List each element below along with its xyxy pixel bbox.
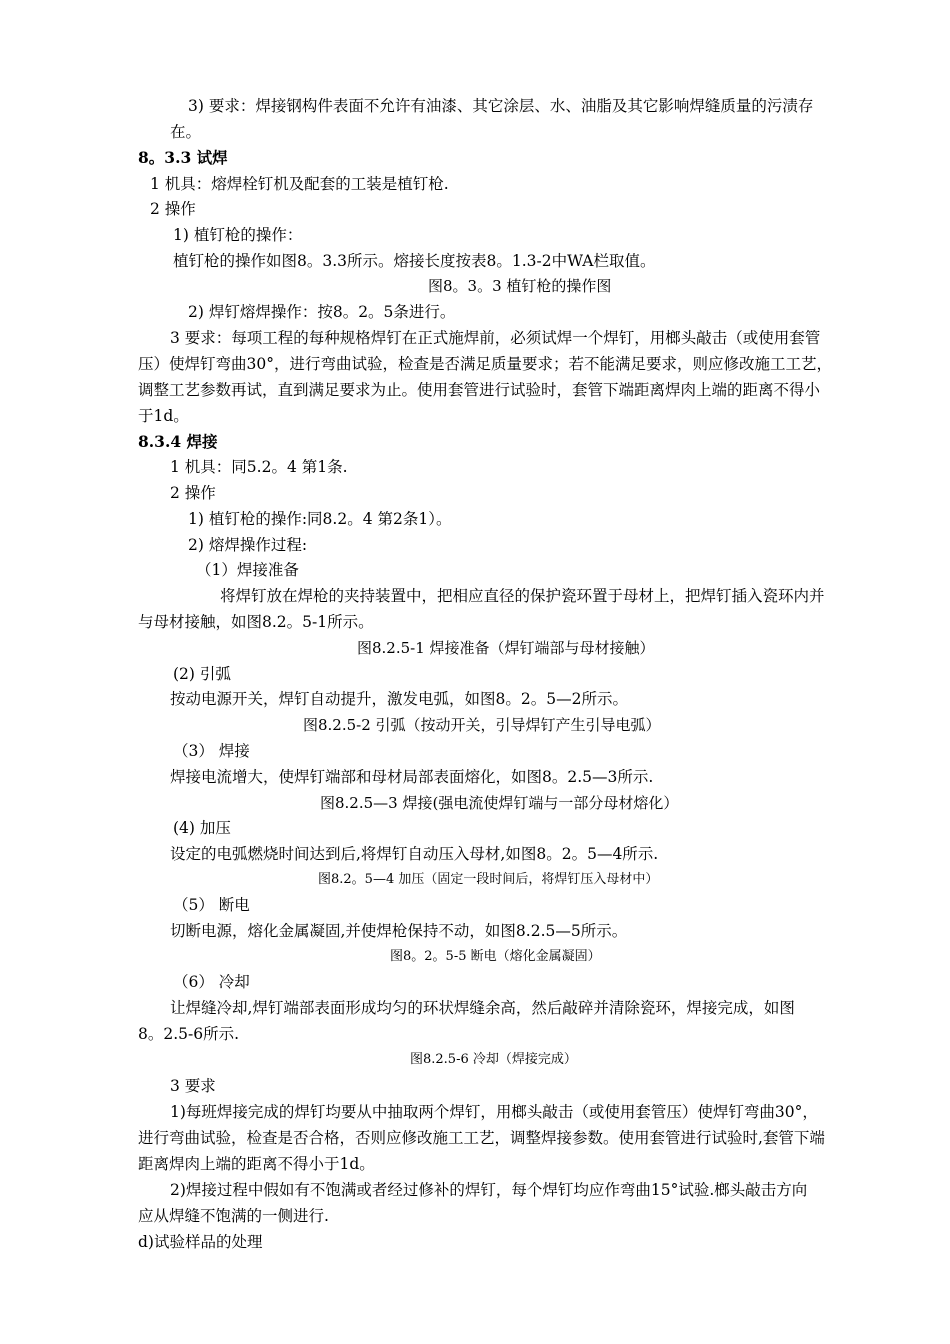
figure-caption: 图8.2.5-6 冷却（焊接完成） — [410, 1052, 577, 1067]
paragraph-line: 切断电源，熔化金属凝固,并使焊枪保持不动，如图8.2.5—5所示。 — [170, 922, 628, 940]
paragraph-line: 让焊缝冷却,焊钉端部表面形成均匀的环状焊缝余高，然后敲碎并清除瓷环，焊接完成，如图 — [170, 999, 795, 1017]
paragraph-line: 3 要求 — [170, 1077, 216, 1095]
paragraph-line: 与母材接触，如图8.2。5-1所示。 — [138, 613, 374, 631]
paragraph-line: 2) 熔焊操作过程: — [188, 536, 308, 554]
paragraph-line: （1）焊接准备 — [196, 561, 299, 579]
figure-caption: 图8.2.5-1 焊接准备（焊钉端部与母材接触） — [357, 639, 655, 657]
paragraph-line: (2) 引弧 — [173, 665, 231, 683]
paragraph-line: 3 要求：每项工程的每种规格焊钉在正式施焊前，必须试焊一个焊钉，用榔头敲击（或使用套管 — [170, 329, 821, 347]
figure-caption: 图8。2。5-5 断电（熔化金属凝固） — [390, 949, 601, 964]
figure-caption: 图8。3。3 植钉枪的操作图 — [428, 277, 612, 295]
paragraph-line: 将焊钉放在焊枪的夹持装置中，把相应直径的保护瓷环置于母材上，把焊钉插入瓷环内并 — [220, 587, 825, 605]
paragraph-line: 1 机具：同5.2。4 第1条. — [170, 458, 348, 476]
paragraph-line: 于1d。 — [138, 407, 189, 425]
paragraph-line: 设定的电弧燃烧时间达到后,将焊钉自动压入母材,如图8。2。5—4所示. — [170, 845, 659, 863]
figure-caption: 图8.2。5—4 加压（固定一段时间后，将焊钉压入母材中） — [318, 872, 659, 887]
paragraph-line: 8。2.5-6所示. — [138, 1025, 240, 1043]
paragraph-line: 焊接电流增大，使焊钉端部和母材局部表面熔化，如图8。2.5—3所示. — [170, 768, 654, 786]
paragraph-line: d)试验样品的处理 — [138, 1233, 263, 1251]
paragraph-line: 进行弯曲试验，检查是否合格，否则应修改施工工艺，调整焊接参数。使用套管进行试验时,套管下端 — [138, 1129, 825, 1147]
paragraph-line: 按动电源开关，焊钉自动提升，激发电弧，如图8。2。5—2所示。 — [170, 690, 628, 708]
paragraph-line: 距离焊肉上端的距离不得小于1d。 — [138, 1155, 375, 1173]
paragraph-line: 3) 要求：焊接钢构件表面不允许有油漆、其它涂层、水、油脂及其它影响焊缝质量的污渍存 — [188, 97, 814, 115]
section-heading-8-3-3: 8。3.3 试焊 — [138, 148, 228, 167]
paragraph-line: 1) 植钉枪的操作： — [173, 226, 303, 244]
paragraph-line: 1) 植钉枪的操作:同8.2。4 第2条1）。 — [188, 510, 452, 528]
paragraph-line: （5） 断电 — [173, 896, 250, 914]
paragraph-line: 1)每班焊接完成的焊钉均要从中抽取两个焊钉，用榔头敲击（或使用套管压）使焊钉弯曲30°， — [170, 1103, 818, 1121]
paragraph-line: 应从焊缝不饱满的一侧进行. — [138, 1207, 329, 1225]
paragraph-line: 2) 焊钉熔焊操作：按8。2。5条进行。 — [188, 303, 456, 321]
paragraph-line: 压）使焊钉弯曲30°，进行弯曲试验，检查是否满足质量要求；若不能满足要求，则应修改施工工艺， — [138, 355, 832, 373]
paragraph-line: 2 操作 — [150, 200, 196, 218]
figure-caption: 图8.2.5-2 引弧（按动开关，引导焊钉产生引导电弧） — [303, 716, 661, 734]
paragraph-line: (4) 加压 — [173, 819, 231, 837]
section-heading-8-3-4: 8.3.4 焊接 — [138, 432, 218, 451]
paragraph-line: 植钉枪的操作如图8。3.3所示。熔接长度按表8。1.3-2中WA栏取值。 — [173, 252, 656, 270]
paragraph-line: 2)焊接过程中假如有不饱满或者经过修补的焊钉，每个焊钉均应作弯曲15°试验.榔头敲击方向 — [170, 1181, 808, 1199]
paragraph-line: （6） 冷却 — [173, 973, 250, 991]
figure-caption: 图8.2.5—3 焊接(强电流使焊钉端与一部分母材熔化） — [320, 794, 679, 812]
paragraph-line: 在。 — [170, 123, 202, 141]
paragraph-line: 1 机具：熔焊栓钉机及配套的工装是植钉枪. — [150, 175, 449, 193]
paragraph-line: （3） 焊接 — [173, 742, 250, 760]
paragraph-line: 调整工艺参数再试，直到满足要求为止。使用套管进行试验时，套管下端距离焊肉上端的距离不得小 — [138, 381, 821, 399]
paragraph-line: 2 操作 — [170, 484, 216, 502]
